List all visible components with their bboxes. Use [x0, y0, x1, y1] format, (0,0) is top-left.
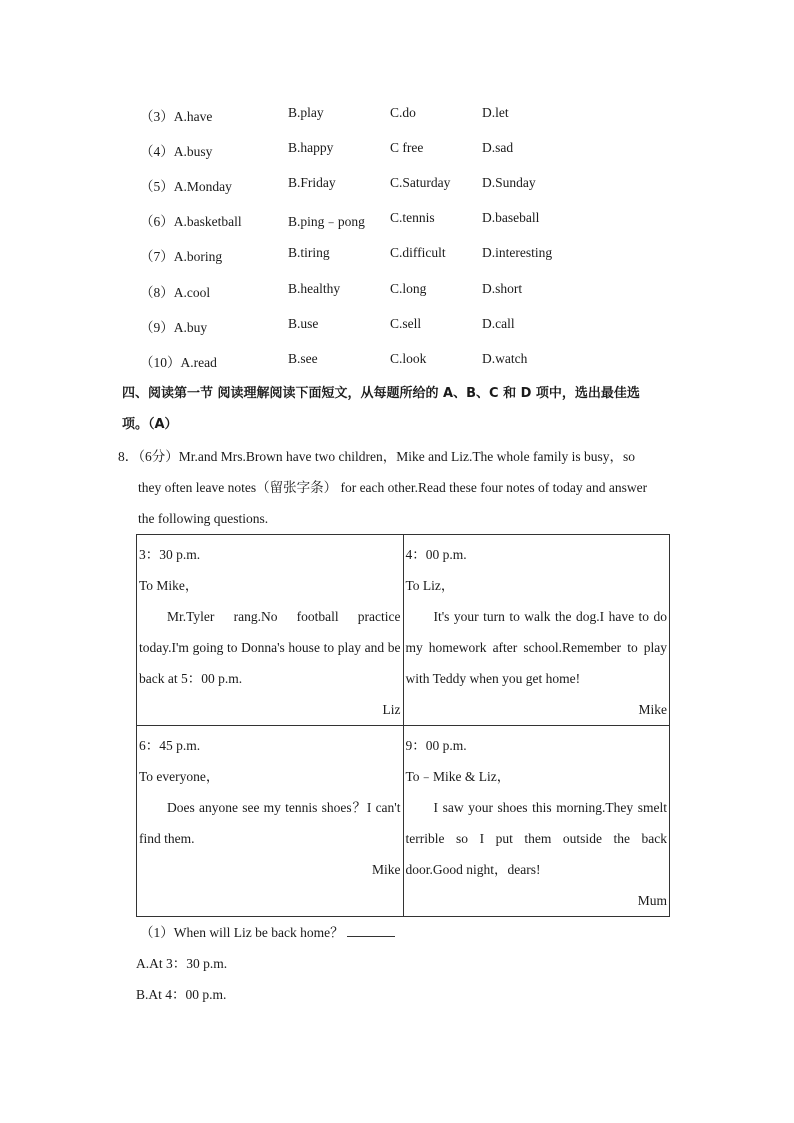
- option-row-9: [140, 316, 700, 338]
- question-8-line2: they often leave notes（留张字条） for each other.Read these four notes of today and answer: [138, 480, 648, 495]
- option-a: （5）A.Monday: [140, 179, 232, 194]
- option-row-7: [140, 245, 700, 267]
- note-cell-mum: [403, 726, 670, 917]
- option-d: D.interesting: [482, 245, 553, 260]
- note-cell-liz: [137, 535, 404, 726]
- note-recipient: To﹣Mike & Liz，: [405, 769, 511, 784]
- option-b: B.use: [288, 316, 319, 331]
- answer-option-b: B.At 4：00 p.m.: [136, 987, 227, 1002]
- option-row-5: [140, 175, 700, 197]
- answer-blank: [347, 922, 395, 937]
- option-row-3: [140, 105, 700, 127]
- option-c: C.Saturday: [390, 175, 451, 190]
- note-time: 4：00 p.m.: [405, 547, 467, 562]
- option-c: C.long: [390, 281, 427, 296]
- question-8-stem: [118, 441, 678, 534]
- option-a: （3）A.have: [140, 109, 213, 124]
- option-c: C.sell: [390, 316, 422, 331]
- option-c: C.do: [390, 105, 416, 120]
- option-b: B.Friday: [288, 175, 336, 190]
- note-body: It's your turn to walk the dog.I have to do my homework after school.Remember to play with Teddy when you get home!: [405, 609, 667, 686]
- sub-question-1: [140, 917, 395, 948]
- note-time: 9：00 p.m.: [405, 738, 467, 753]
- note-cell-mike-1: [403, 535, 670, 726]
- option-row-6: [140, 210, 700, 232]
- option-b: B.ping﹣pong: [288, 214, 365, 229]
- option-row-10: [140, 351, 700, 373]
- note-recipient: To Mike，: [139, 578, 199, 593]
- option-a: （4）A.busy: [140, 144, 213, 159]
- answer-option-a: A.At 3：30 p.m.: [136, 956, 228, 971]
- option-d: D.Sunday: [482, 175, 536, 190]
- option-c: C.tennis: [390, 210, 435, 225]
- option-c: C.difficult: [390, 245, 446, 260]
- question-8-line3: the following questions.: [138, 511, 269, 526]
- note-time: 6：45 p.m.: [139, 738, 201, 753]
- note-signature: Mike: [372, 862, 401, 877]
- option-d: D.watch: [482, 351, 528, 366]
- note-recipient: To Liz，: [405, 578, 455, 593]
- note-recipient: To everyone，: [139, 769, 220, 784]
- note-cell-mike-2: [137, 726, 404, 917]
- option-b: B.healthy: [288, 281, 341, 296]
- option-row-8: [140, 281, 700, 303]
- option-d: D.call: [482, 316, 515, 331]
- note-body: Does anyone see my tennis shoes？I can't find them.: [139, 800, 401, 846]
- note-time: 3：30 p.m.: [139, 547, 201, 562]
- note-body: Mr.Tyler rang.No football practice today.I'm going to Donna's house to play and be back at 5：00 p.m.: [139, 609, 401, 686]
- section-heading-line1: 四、阅读第一节 阅读理解阅读下面短文，从每题所给的 A、B、C 和 D 项中，选出最佳选: [122, 386, 640, 401]
- option-d: D.sad: [482, 140, 514, 155]
- option-a: （8）A.cool: [140, 285, 211, 300]
- option-d: D.baseball: [482, 210, 540, 225]
- option-a: （9）A.buy: [140, 320, 208, 335]
- option-a: （7）A.boring: [140, 249, 223, 264]
- option-d: D.let: [482, 105, 509, 120]
- option-c: C free: [390, 140, 424, 155]
- note-signature: Mum: [637, 893, 667, 908]
- option-d: D.short: [482, 281, 523, 296]
- notes-table: [136, 534, 670, 917]
- note-signature: Mike: [638, 702, 667, 717]
- notes-row: [137, 726, 670, 917]
- option-b: B.see: [288, 351, 318, 366]
- option-b: B.play: [288, 105, 324, 120]
- notes-row: [137, 535, 670, 726]
- option-a: （10）A.read: [140, 355, 217, 370]
- option-b: B.happy: [288, 140, 334, 155]
- option-c: C.look: [390, 351, 427, 366]
- section-heading-line2: 项。（A）: [122, 417, 178, 432]
- sub-question-text: （1）When will Liz be back home？: [140, 925, 344, 940]
- option-b: B.tiring: [288, 245, 330, 260]
- note-body: I saw your shoes this morning.They smelt terrible so I put them outside the back door.Good night，dears!: [405, 800, 667, 877]
- note-signature: Liz: [382, 702, 401, 717]
- question-8-line1: 8．（6分）Mr.and Mrs.Brown have two children，Mike and Liz.The whole family is busy，so: [118, 449, 636, 464]
- option-a: （6）A.basketball: [140, 214, 242, 229]
- section-heading: [122, 378, 682, 440]
- option-row-4: [140, 140, 700, 162]
